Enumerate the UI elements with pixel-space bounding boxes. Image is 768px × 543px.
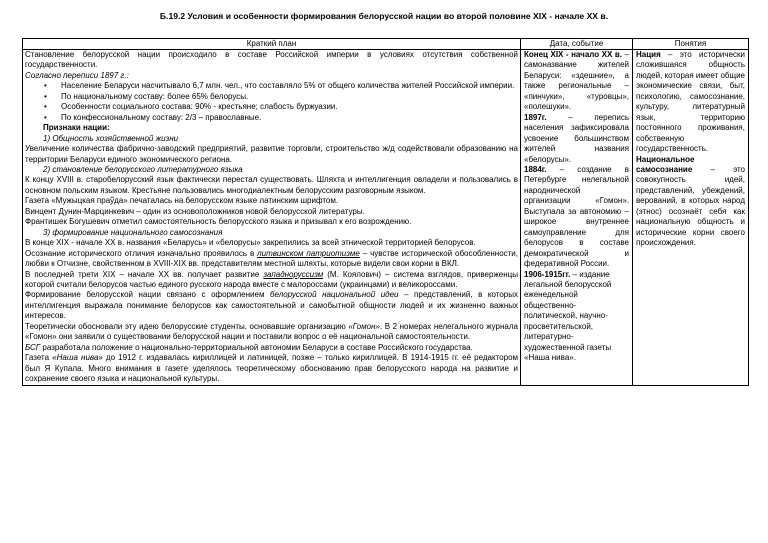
- term-zapadnorussizm: западноруссизм: [263, 269, 324, 279]
- term-nasha-niva: Наша нива: [56, 353, 99, 363]
- census-bullet: • Особенности социального состава: 90% - крестьяне; слабость буржуазии.: [25, 102, 518, 112]
- census-bullet: • По конфессиональному составу: 2/3 – православные.: [25, 113, 518, 123]
- date-entry: 1884г. – создание в Петербурге нелегальной народнической организации «Гомон». Выступала за автономию – широкое внутреннее самоуправление для белорусов в составе демократической и федеративной России.: [524, 164, 629, 269]
- plan-paragraph: Винцент Дунин-Марцинкевич – один из основоположников новой белорусской литературы.: [25, 206, 365, 216]
- date-label: Конец XIX - начало XX в.: [524, 50, 623, 59]
- sign-heading: 3) формирование национального самосознания: [43, 227, 223, 237]
- census-bullet: • Население Беларуси насчитывало 6,7 млн. чел., что составляло 5% от общего количества жителей Российской империи.: [25, 81, 518, 91]
- date-label: 1884г.: [524, 164, 547, 174]
- plan-paragraph: Франтишек Богушевич отметил самостоятельность белорусского языка и призывал к его возрождению.: [25, 217, 412, 227]
- column-header-plan: Краткий план: [23, 39, 521, 50]
- term-gomon: «Гомон»: [348, 321, 380, 331]
- concept-term: Нация: [636, 50, 661, 59]
- term-bsg: БСГ: [25, 342, 41, 352]
- plan-paragraph: Газета «Наша нива» до 1912 г. издавалась кириллицей и латиницей, позже – только кириллицей. В 1914-1915 гг. её редактором был Я Купала. Много внимания в газете уделялось теоретическому обоснованию прав белорусского народа на развитие и сохранение своего языка и национальной культуры.: [25, 353, 519, 384]
- sign-text: В конце XIX - начале XX в. названия «Беларусь» и «белорусы» закрепились за всей этнической территорией белорусов.: [25, 238, 476, 248]
- table-header-row: [23, 39, 749, 50]
- concept-entry: Нация – это исторически сложившаяся общность людей, которая имеет общие экономические связи, быт, психологию, самосознание, культуру, литературный язык, территорию постоянного проживания, собственную государственность.: [636, 50, 745, 154]
- plan-intro: Становление белорусской нации происходило в составе Российской империи в условиях отсутствия собственной государственности.: [25, 50, 518, 70]
- dates-cell: [521, 50, 633, 386]
- date-entry: Конец XIX - начало XX в. – самоназвание жителей Беларуси: «здешние», а также региональные – «пинчуки», «туровцы», «полешуки».: [524, 50, 629, 112]
- date-entry: 1897г. – перепись населения зафиксировала усвоение большинством жителей названия «белорусы».: [524, 112, 629, 164]
- column-header-dates: Дата, событие: [521, 39, 633, 50]
- history-table: [22, 38, 749, 386]
- date-entry: 1906-1915гг. – издание легальной белорусской еженедельной общественно-политической, научно-просветительской, литературно-художественной газеты «Наша нива».: [524, 269, 612, 363]
- date-label: 1906-1915гг.: [524, 269, 571, 279]
- page-title: Б.19.2 Условия и особенности формирования белорусской нации во второй половине XIX - начале XX в.: [159, 11, 609, 21]
- census-heading: Согласно переписи 1897 г.:: [25, 70, 129, 80]
- sign-text: К концу XVIII в. старобелорусский язык фактически перестал существовать. Шляхта и интеллигенция овладели и пользовались в основном польским языком. Крестьяне пользовались многодиалектным белорусским разговорным языком.: [25, 175, 518, 195]
- plan-paragraph: БСГ разработала положение о национально-территориальной автономии Беларуси в составе Российского государства.: [25, 342, 473, 352]
- nation-signs-heading: Признаки нации:: [43, 123, 110, 133]
- concepts-cell: [633, 50, 749, 386]
- term-national-idea: белорусской национальной идеи: [270, 290, 399, 300]
- plan-cell: [23, 50, 521, 386]
- term-litvin: литвинском патриотизме: [257, 248, 360, 258]
- sign-heading: 1) Общность хозяйственной жизни: [43, 133, 179, 143]
- plan-paragraph: Осознание исторического отличия изначально проявилось в литвинском патриотизме – чувстве исторической обособленности, любви к Отчизне, свойственном в XVIII-XIX вв. представителям местной шляхты, которые видели свои корни в ВКЛ.: [25, 248, 518, 269]
- plan-paragraph: Теоретически обосновали эту идею белорусские студенты, основавшие организацию «Гомон». В 2 номерах нелегального журнала «Гомон» они заявили о существовании белорусской нации и поставили вопрос о её национальной самостоятельности.: [25, 321, 518, 342]
- date-label: 1897г.: [524, 112, 547, 122]
- concept-term: Национальное самосознание: [636, 154, 695, 174]
- census-bullet: • По национальному составу: более 65% белорусы.: [25, 92, 518, 102]
- concept-entry: Национальное самосознание – это совокупность идей, представлений, убеждений, верований, в которых народ (этнос) осознаёт себя как национальную общность и исторические корни своего происхождения.: [636, 154, 745, 248]
- column-header-concepts: Понятия: [633, 39, 749, 50]
- sign-heading: 2) становление белорусского литературного языка: [43, 164, 243, 174]
- plan-paragraph: Газета «Мужыцкая праўда» печаталась на белорусском языке латинским шрифтом.: [25, 196, 339, 206]
- table-row: [23, 50, 749, 386]
- sign-text: Увеличение количества фабрично-заводский предприятий, развитие торговли, строительство ж/д содействовали образованию на территории Беларуси единого экономического региона.: [25, 144, 518, 164]
- plan-paragraph: Формирование белорусской нации связано с оформлением белорусской национальной идеи – представлений, в которых интеллигенция выражала понимание белорусов как самостоятельной и самобытной общности людей и их жизненно важных интересов.: [25, 290, 519, 321]
- plan-paragraph: В последней трети XIX – начале XX вв. получает развитие западноруссизм (М. Коялович) – система взглядов, приверженцы которой считали белорусов частью единого русского народа вместе с малороссами (украинцами) и великороссами.: [25, 269, 518, 289]
